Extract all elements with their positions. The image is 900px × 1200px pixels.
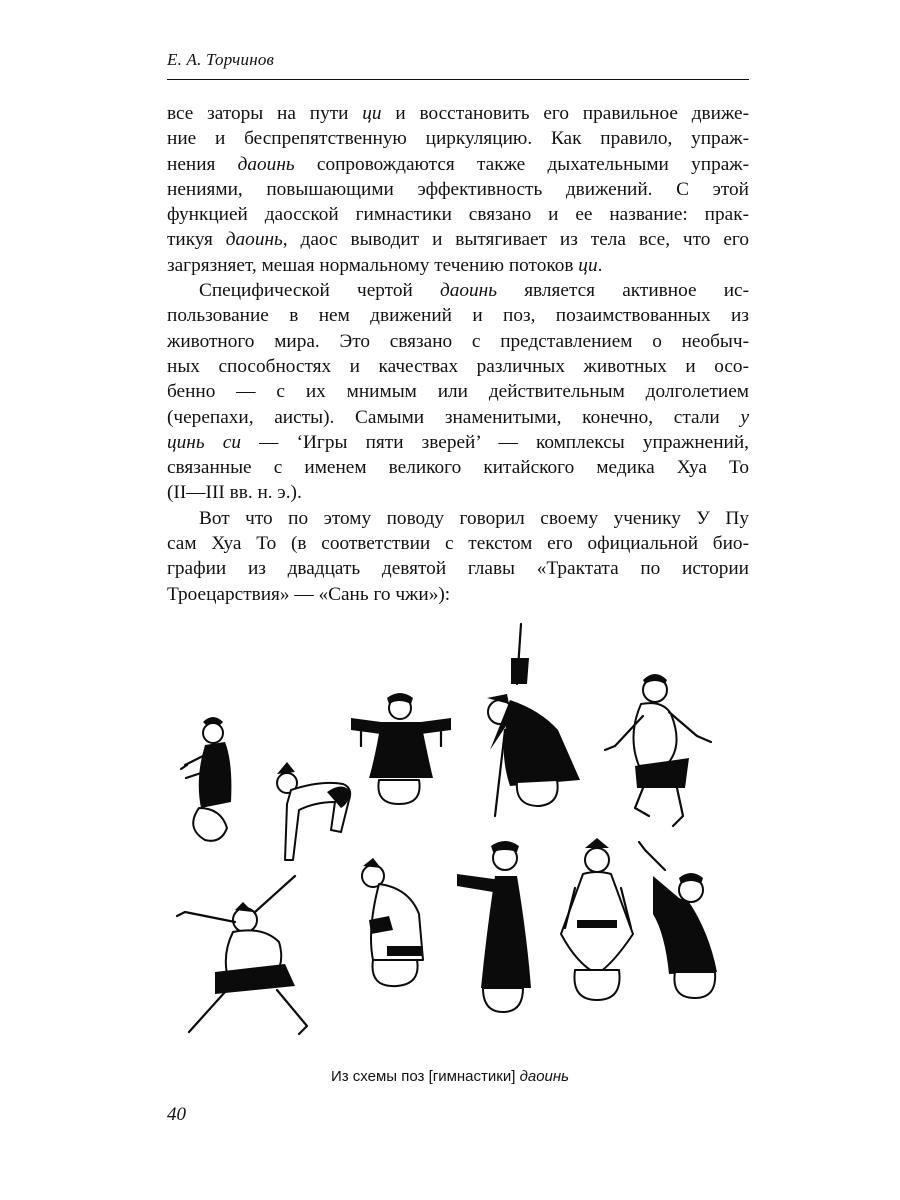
text-line: ных способностях и качествах различных животных и осо- — [167, 355, 749, 377]
text-line: сам Хуа То (в соответствии с текстом его официальной био- — [167, 533, 749, 555]
text-line: (черепахи, аисты). Самыми знаменитыми, конечно, стали у — [167, 406, 749, 428]
text-line: нения даоинь сопровождаются также дыхательными упраж- — [167, 153, 750, 175]
text-line: тикуя даоинь, даос выводит и вытягивает из тела все, что его — [167, 229, 749, 251]
body-text — [167, 101, 749, 607]
figure-caption: Из схемы поз [гимнастики] даоинь — [330, 1068, 570, 1085]
pose-figure-2 — [277, 762, 350, 860]
pose-figure-6 — [177, 876, 307, 1034]
pose-figure-4 — [487, 624, 580, 816]
page-number: 40 — [167, 1104, 186, 1125]
text-line: пользование в нем движений и поз, позаимствованных из — [167, 305, 749, 327]
text-line: (II—III вв. н. э.). — [167, 482, 302, 504]
text-line: Специфической чертой даоинь является активное ис- — [199, 280, 749, 302]
pose-figure-3 — [351, 693, 451, 804]
pose-figure-1 — [181, 717, 231, 841]
text-line: все заторы на пути ци и восстановить его правильное движе- — [167, 103, 749, 124]
pose-figure-7 — [362, 858, 423, 986]
text-line: Троецарствия» — «Сань го чжи»): — [167, 583, 451, 605]
text-line: животного мира. Это связано с представлением о необыч- — [167, 330, 749, 352]
daoyin-figure — [165, 620, 755, 1040]
text-line: нениями, повышающими эффективность движений. С этой — [167, 178, 749, 200]
pose-figure-9 — [561, 838, 633, 1000]
text-line: ние и беспрепятственную циркуляцию. Как правило, упраж- — [167, 128, 749, 150]
text-line: графии из двадцать девятой главы «Трактата по истории — [167, 558, 749, 580]
daoyin-illustration — [165, 620, 755, 1040]
paragraph-1 — [167, 101, 749, 278]
header-rule — [167, 79, 749, 80]
text-line: загрязняет, мешая нормальному течению потоков ци. — [167, 254, 603, 276]
pose-figure-5 — [605, 674, 711, 826]
paragraph-2 — [167, 278, 749, 506]
text-line: Вот что по этому поводу говорил своему ученику У Пу — [199, 507, 749, 529]
paragraph-3 — [167, 506, 749, 607]
text-line: бенно — с их мнимым или действительным долголетием — [167, 381, 749, 403]
pose-figure-8 — [457, 841, 531, 1012]
pose-figure-10 — [639, 842, 717, 998]
text-line: связанные с именем великого китайского медика Хуа То — [167, 457, 749, 479]
running-head: Е. А. Торчинов — [167, 50, 275, 69]
text-line: цинь си — ‘Игры пяти зверей’ — комплексы упражнений, — [167, 431, 749, 453]
text-line: функцией даосской гимнастики связано и ее название: прак- — [167, 204, 749, 226]
